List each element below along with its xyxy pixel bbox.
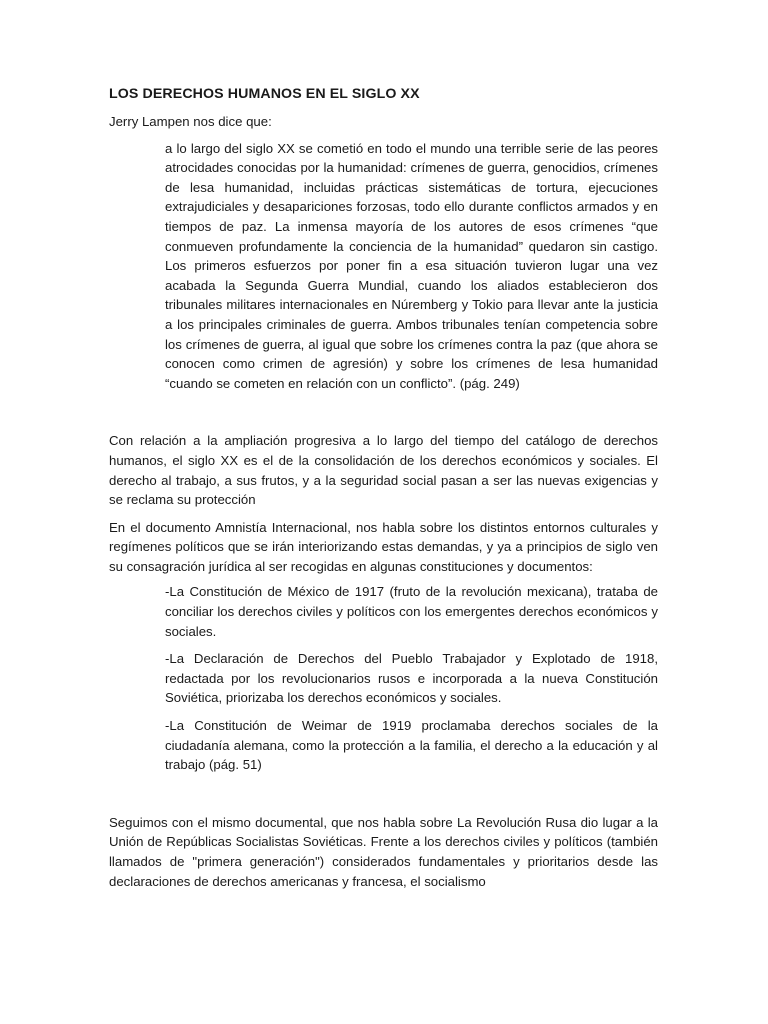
document-title: LOS DERECHOS HUMANOS EN EL SIGLO XX bbox=[109, 86, 420, 102]
list-item-mexico-1917: -La Constitución de México de 1917 (fruto de la revolución mexicana), trataba de conciliar los derechos civiles y políticos con los emergentes derechos económicos y sociales. bbox=[165, 584, 658, 639]
list-item-weimar-1919: -La Constitución de Weimar de 1919 proclamaba derechos sociales de la ciudadanía alemana, como la protección a la familia, el derecho a la educación y al trabajo (pág. 51) bbox=[165, 718, 658, 773]
document-body bbox=[109, 86, 658, 891]
paragraph-russian-revolution: Seguimos con el mismo documental, que nos habla sobre La Revolución Rusa dio lugar a la Unión de Repúblicas Socialistas Soviéticas. Frente a los derechos civiles y políticos (también llamados de "primera generación") considerados fundamentales y prioritarios desde las declaraciones de derechos americanas y francesa, el socialismo bbox=[109, 814, 658, 889]
paragraph-amnesty: En el documento Amnistía Internacional, nos habla sobre los distintos entornos culturales y regímenes políticos que se irán interiorizando estas demandas, y ya a principios de siglo ven su consagración jurídica al ser recogidas en algunas constituciones y documentos: bbox=[109, 519, 658, 574]
paragraph-economic-rights: Con relación a la ampliación progresiva a lo largo del tiempo del catálogo de derechos humanos, el siglo XX es el de la consolidación de los derechos económicos y sociales. El derecho al trabajo, a sus frutos, y a la seguridad social pasan a ser las nuevas exigencias y se reclama su protección bbox=[109, 433, 658, 508]
list-item-declaration-1918: -La Declaración de Derechos del Pueblo Trabajador y Explotado de 1918, redactada por los revolucionarios rusos e incorporada a la nueva Constitución Soviética, priorizaba los derechos económicos y sociales. bbox=[165, 651, 658, 706]
intro-line: Jerry Lampen nos dice que: bbox=[109, 114, 272, 129]
block-quote: a lo largo del siglo XX se cometió en todo el mundo una terrible serie de las peores atrocidades conocidas por la humanidad: crímenes de guerra, genocidios, crímenes de lesa humanidad, incluidas prácticas sistemáticas de tortura, ejecuciones extrajudiciales y desapariciones forzosas, todo ello durante conflictos armados y en tiempos de paz. La inmensa mayoría de los autores de esos crímenes “que conmueven profundamente la conciencia de la humanidad” quedaron sin castigo. Los primeros esfuerzos por poner fin a esa situación tuvieron lugar una vez acabada la Segunda Guerra Mundial, cuando los aliados establecieron dos tribunales militares internacionales en Núremberg y Tokio para llevar ante la justicia a los principales criminales de guerra. Ambos tribunales tenían competencia sobre los crímenes de guerra, al igual que sobre los crímenes contra la paz (que ahora se conocen como crimen de agresión) y sobre los crímenes de lesa humanidad “cuando se cometen en relación con un conflicto”. (pág. 249) bbox=[165, 140, 658, 391]
